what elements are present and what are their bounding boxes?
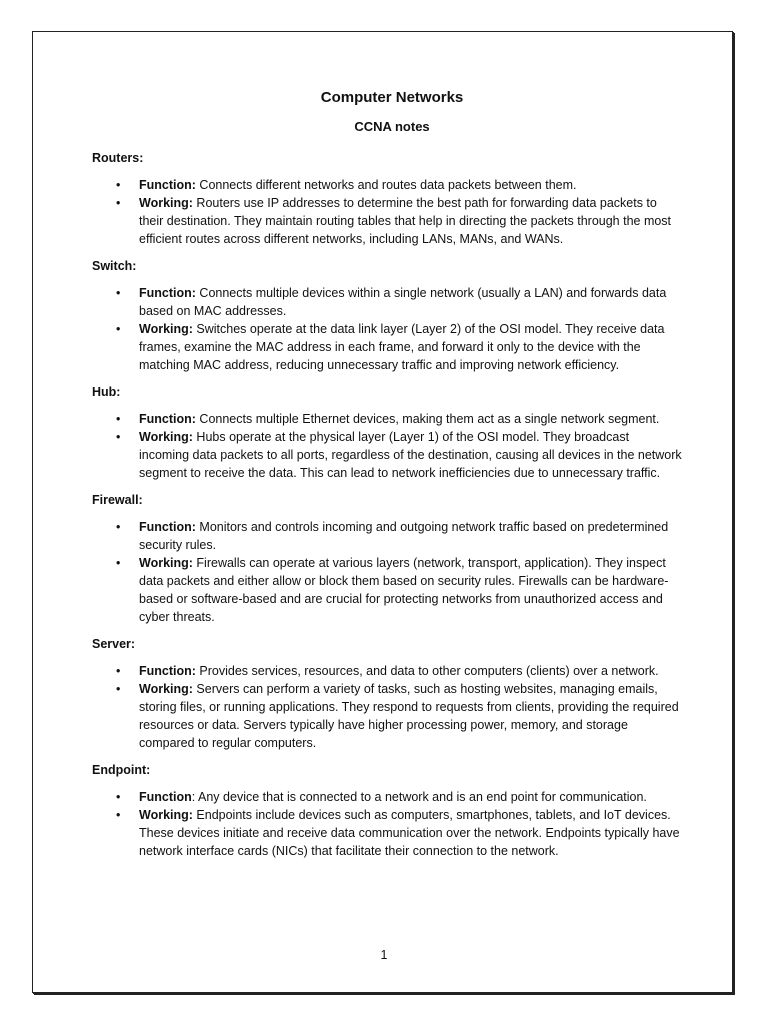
bullet-list	[92, 284, 682, 374]
bullet-icon: •	[116, 286, 121, 300]
item-text: : Any device that is connected to a network and is an end point for communication.	[191, 790, 647, 804]
section-heading: Server:	[92, 637, 136, 651]
item-term: Working:	[139, 682, 193, 696]
list-item	[92, 680, 682, 752]
list-item	[92, 662, 682, 680]
list-item	[92, 428, 682, 482]
item-term: Working:	[139, 430, 193, 444]
bullet-list	[92, 410, 682, 482]
bullet-icon: •	[116, 664, 121, 678]
list-item	[92, 320, 682, 374]
bullet-list	[92, 662, 682, 752]
item-text: Routers use IP addresses to determine the best path for forwarding data packets to their destination. They maintain routing tables that help in directing the packets through the most efficient routes across different networks, including LANs, MANs, and WANs.	[139, 196, 672, 246]
item-term: Working:	[139, 196, 193, 210]
bullet-list	[92, 176, 682, 248]
bullet-icon: •	[116, 520, 121, 534]
bullet-icon: •	[116, 322, 121, 336]
item-text: Connects different networks and routes data packets between them.	[195, 178, 577, 192]
document-body	[92, 86, 682, 869]
list-item	[92, 518, 682, 554]
item-text: Monitors and controls incoming and outgoing network traffic based on predetermined security rules.	[139, 520, 669, 552]
item-term: Function:	[139, 178, 196, 192]
item-term: Working:	[139, 556, 193, 570]
list-item	[92, 554, 682, 626]
section-heading: Switch:	[92, 259, 137, 273]
bullet-icon: •	[116, 412, 121, 426]
bullet-icon: •	[116, 682, 121, 696]
item-term: Working:	[139, 808, 193, 822]
item-text: Endpoints include devices such as computers, smartphones, tablets, and IoT devices. These devices initiate and receive data communication over the network. Endpoints typically have network interface cards (NICs) that facilitate their connection to the network.	[139, 808, 680, 858]
list-item	[92, 788, 682, 806]
item-text: Firewalls can operate at various layers (network, transport, application). They inspect data packets and either allow or block them based on security rules. Firewalls can be hardware-based or software-based and are crucial for protecting networks from unauthorized access and cyber threats.	[139, 556, 669, 624]
list-item	[92, 806, 682, 860]
section-heading: Endpoint:	[92, 763, 151, 777]
list-item	[92, 410, 682, 428]
item-term: Function:	[139, 520, 196, 534]
list-item	[92, 194, 682, 248]
bullet-list	[92, 518, 682, 626]
bullet-icon: •	[116, 178, 121, 192]
item-term: Function	[139, 790, 192, 804]
document-title: Computer Networks	[320, 89, 464, 106]
bullet-icon: •	[116, 790, 121, 804]
item-text: Connects multiple Ethernet devices, making them act as a single network segment.	[195, 412, 660, 426]
document-subtitle: CCNA notes	[354, 119, 430, 134]
item-term: Function:	[139, 286, 196, 300]
item-text: Connects multiple devices within a single network (usually a LAN) and forwards data based on MAC addresses.	[139, 286, 667, 318]
bullet-icon: •	[116, 430, 121, 444]
item-term: Function:	[139, 664, 196, 678]
bullet-icon: •	[116, 196, 121, 210]
section-heading: Firewall:	[92, 493, 143, 507]
item-text: Servers can perform a variety of tasks, such as hosting websites, managing emails, storing files, or running applications. They respond to requests from clients, providing the required resources or data. Servers typically have higher processing power, memory, and storage compared to regular computers.	[139, 682, 679, 750]
item-text: Hubs operate at the physical layer (Layer 1) of the OSI model. They broadcast incoming data packets to all ports, regardless of the destination, causing all devices in the network segment to receive the data. This can lead to network inefficiencies due to unnecessary traffic.	[139, 430, 682, 480]
bullet-icon: •	[116, 556, 121, 570]
section-heading: Routers:	[92, 151, 144, 165]
page-number: 1	[380, 948, 388, 962]
bullet-icon: •	[116, 808, 121, 822]
item-term: Function:	[139, 412, 196, 426]
section-heading: Hub:	[92, 385, 121, 399]
list-item	[92, 284, 682, 320]
item-text: Switches operate at the data link layer (Layer 2) of the OSI model. They receive data frames, examine the MAC address in each frame, and forward it only to the device with the matching MAC address, reducing unnecessary traffic and improving network efficiency.	[139, 322, 665, 372]
sections-container	[92, 149, 682, 860]
item-term: Working:	[139, 322, 193, 336]
item-text: Provides services, resources, and data to other computers (clients) over a network.	[195, 664, 659, 678]
list-item	[92, 176, 682, 194]
bullet-list	[92, 788, 682, 860]
